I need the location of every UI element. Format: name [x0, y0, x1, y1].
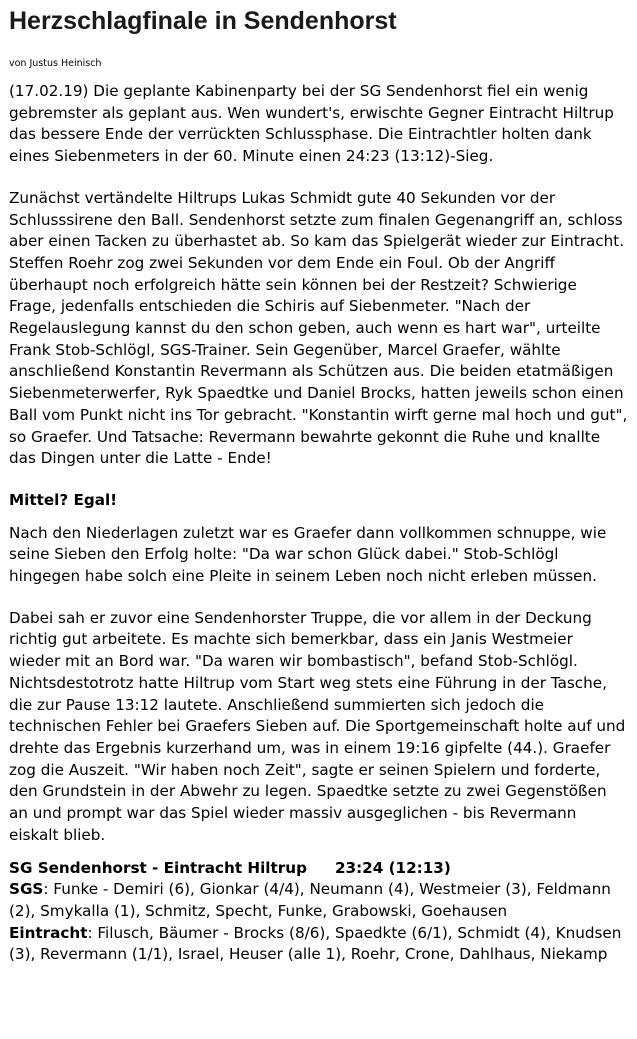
- lineup-home: [9, 879, 628, 922]
- lineup-home-players: : Funke - Demiri (6), Gionkar (4/4), Neumann (4), Westmeier (3), Feldmann (2), Smykalla (1), Schmitz, Specht, Funke, Grabowski, Goehausen: [9, 880, 611, 920]
- subheading: Mittel? Egal!: [9, 490, 118, 509]
- article-title: Herzschlagfinale in Sendenhorst: [9, 7, 397, 35]
- paragraph-reaction: Nach den Niederlagen zuletzt war es Graefer dann vollkommen schnuppe, wie seine Sieben den Erfolg holte: "Da war schon Glück dabei." Stob-Schlögl hingegen habe solch eine Pleite in seinem Leben noch nicht erleben müssen.: [9, 523, 607, 586]
- result-matchup: SG Sendenhorst - Eintracht Hiltrup: [9, 858, 307, 877]
- lineup-away-players: : Filusch, Bäumer - Brocks (8/6), Spaedkte (6/1), Schmidt (4), Knudsen (3), Revermann (1/1), Israel, Heuser (alle 1), Roehr, Crone, Dahlhaus, Niekamp: [9, 923, 622, 964]
- paragraph-intro: (17.02.19) Die geplante Kabinenparty bei der SG Sendenhorst fiel ein wenig gebremster als geplant aus. Wen wundert's, erwischte Gegner Eintracht Hiltrup das bessere Ende der verrückten Schlussphase. Die Eintrachtler holten dank eines Siebenmeters in der 60. Minute einen 24:23 (13:12)-Sieg.: [9, 82, 614, 166]
- paragraph-final-phase: Zunächst vertändelte Hiltrups Lukas Schmidt gute 40 Sekunden vor der Schlusssirene den Ball. Sendenhorst setzte zum finalen Gegenangriff an, schloss aber einen Tacken zu überhastet ab. So kam das Spielgerät wieder zur Eintracht. Steffen Roehr zog zwei Sekunden vor dem Ende ein Foul. Ob der Angriff überhaupt noch erfolgreich hätte sein können bei der Restzeit? Schwierige Frage, jedenfalls entschieden die Schiris auf Siebenmeter. "Nach der Regelauslegung kannst du den schon geben, auch wenn es hart war", urteilte Frank Stob-Schlögl, SGS-Trainer. Sein Gegenüber, Marcel Graefer, wählte anschließend Konstantin Revermann als Schützen aus. Die beiden etatmäßigen Siebenmeterwerfer, Ryk Spaedtke und Daniel Brocks, hatten jeweils schon einen Ball vom Punkt nicht ins Tor gebracht. "Konstantin wirft gerne mal hoch und gut", so Graefer. Und Tatsache: Revermann bewahrte gekonnt die Ruhe und knallte das Dingen unter die Latte - Ende!: [9, 188, 628, 468]
- lineup-away: [9, 923, 628, 966]
- result-header: [9, 858, 628, 880]
- result-score: 23:24 (12:13): [334, 858, 451, 877]
- lineup-home-team: SGS: [9, 880, 44, 899]
- paragraph-match-course: Dabei sah er zuvor eine Sendenhorster Truppe, die vor allem in der Deckung richtig gut arbeitete. Es machte sich bemerkbar, dass ein Janis Westmeier wieder mit an Bord war. "Da waren wir bombastisch", befand Stob-Schlögl. Nichtsdestotrotz hatte Hiltrup vom Start weg stets eine Führung in der Tasche, die zur Pause 13:12 lautete. Anschließend summierten sich jedoch die technischen Fehler bei Graefers Sieben auf. Die Sportgemeinschaft holte auf und drehte das Ergebnis kurzerhand um, was in einem 19:16 gipfelte (44.). Graefer zog die Auszeit. "Wir haben noch Zeit", sagte er seinen Spielern und forderte, den Grundstein in der Abwehr zu legen. Spaedtke setzte zu zwei Gegenstößen an und prompt war das Spiel wieder massiv ausgeglichen - bis Revermann eiskalt blieb.: [9, 608, 626, 844]
- byline: von Justus Heinisch: [9, 58, 102, 69]
- lineup-away-team: Eintracht: [9, 923, 88, 942]
